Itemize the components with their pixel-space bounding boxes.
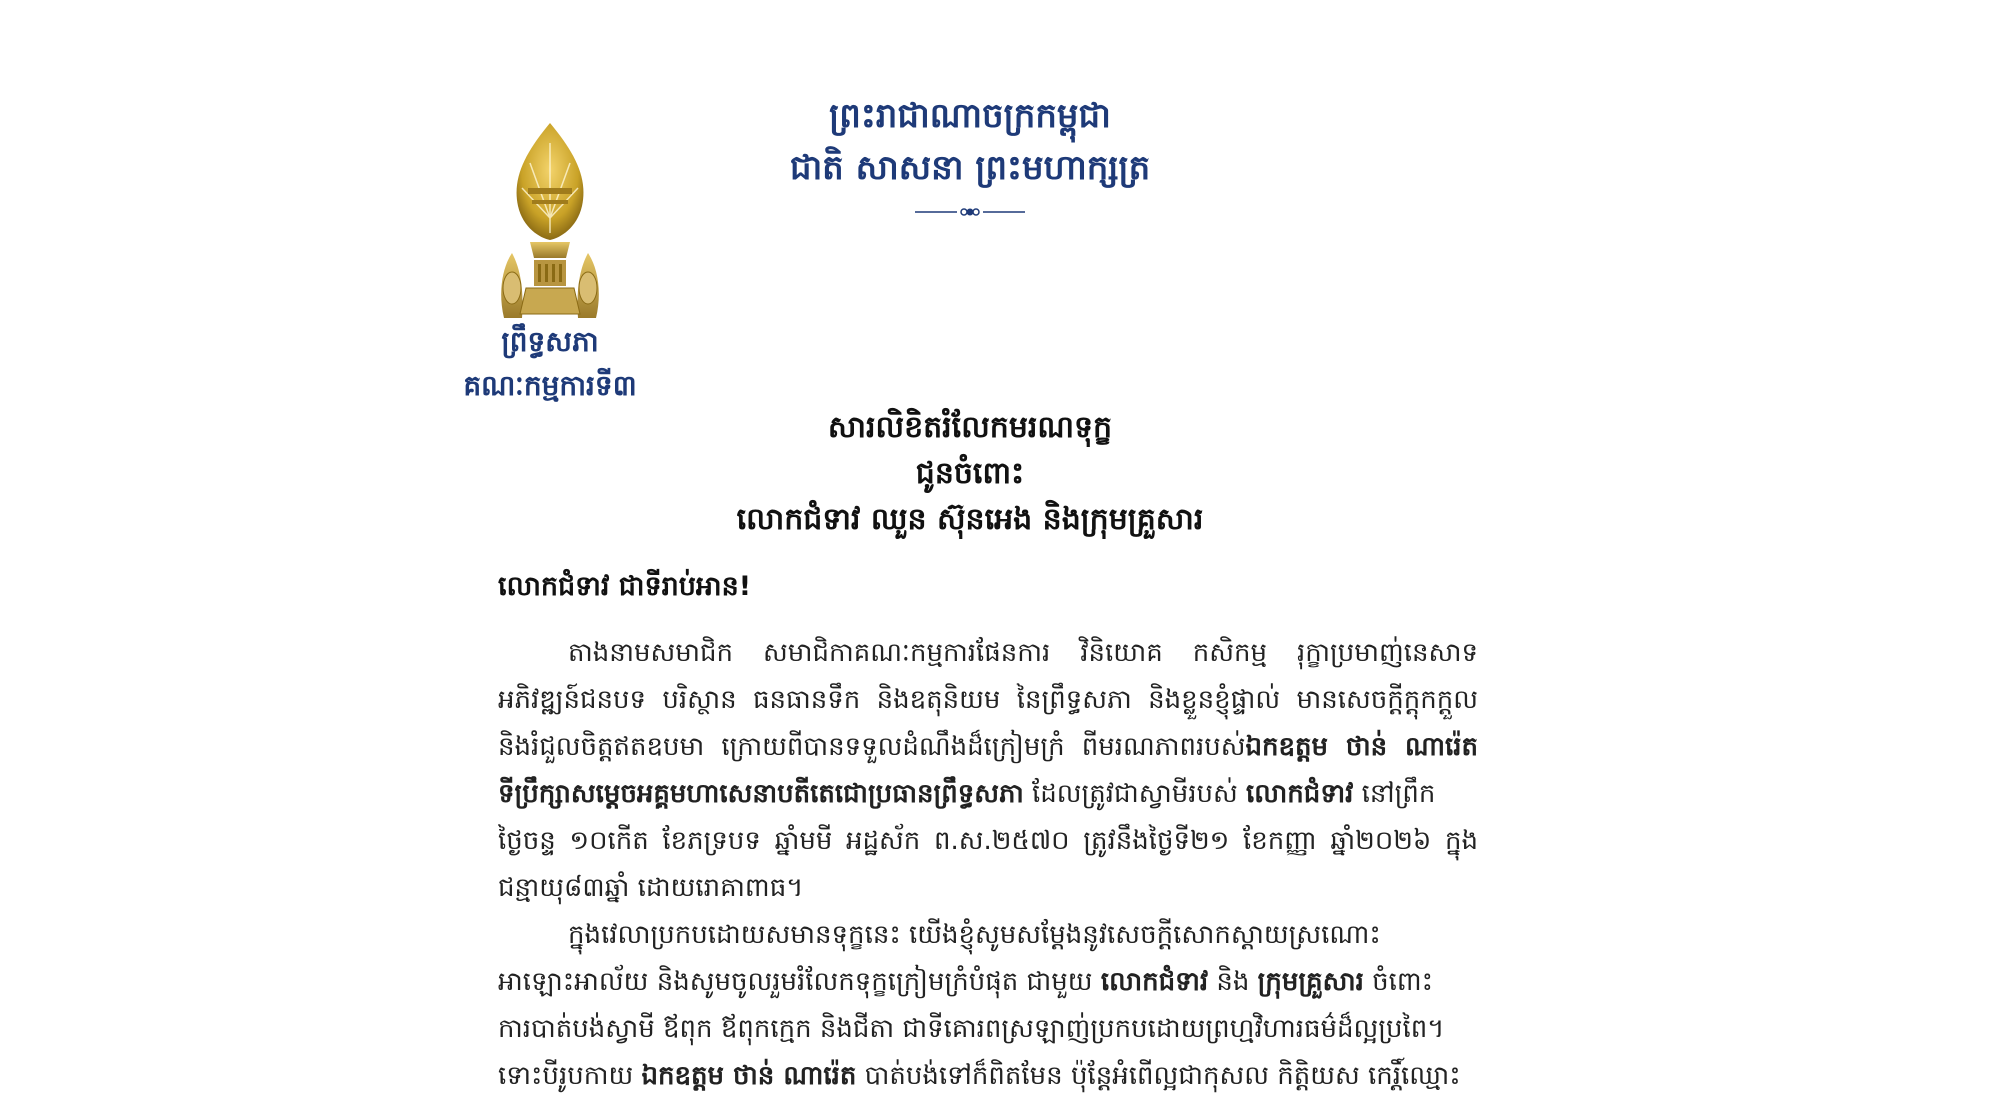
paragraph-2-line-3: ការបាត់បង់ស្វាមី ឪពុក ឪពុកក្មេក និងជីតា ជាទីគោរពស្រឡាញ់ប្រកបដោយព្រហ្មវិហារធម៌ដ៏ល្អប្រពៃ។ — [498, 1014, 1445, 1044]
paragraph-1-line-5: ថ្ងៃចន្ទ ១០កើត ខែភទ្របទ ឆ្នាំមមី អដ្ឋស័ក ព.ស.២៥៧០ ត្រូវនឹងថ្ងៃទី២១ ខែកញ្ញា ឆ្នាំ២០២៦ ក្នុង — [498, 826, 1478, 856]
nation-religion-king: ជាតិ សាសនា ព្រះមហាក្សត្រ — [789, 148, 1151, 188]
letter-body — [498, 630, 1478, 1100]
text-run: បាត់បង់ទៅក៏ពិតមែន ប៉ុន្តែអំពើល្អជាកុសល កិត្តិយស កេរ្តិ៍ឈ្មោះ — [856, 1061, 1461, 1091]
kingdom-name: ព្រះរាជាណាចក្រកម្ពុជា — [829, 96, 1111, 136]
text-run: នៅព្រឹក — [1353, 779, 1436, 809]
text-run: ដែលត្រូវជាស្វាមីរបស់ — [1023, 779, 1247, 809]
paragraph-2-line-4 — [498, 1053, 1478, 1100]
title-condolence: សារលិខិតរំលែកមរណទុក្ខ — [827, 410, 1113, 445]
name-excellency: ឯកឧត្តម ថាន់ ណារ៉េត — [1245, 732, 1478, 762]
title-addressed-to: ជូនចំពោះ — [915, 456, 1025, 491]
text-run: និងរំជួលចិត្តឥតឧបមា ក្រោយពីបានទទួលដំណឹងដ៏ក្រៀមក្រំ ពីមរណភាពរបស់ — [498, 732, 1246, 762]
ornament-divider-icon — [915, 202, 1025, 222]
family-label: ក្រុមគ្រួសារ — [1257, 967, 1364, 997]
paragraph-2-line-2 — [498, 959, 1478, 1006]
senate-committee-label — [420, 320, 680, 408]
title-recipient: លោកជំទាវ ឈួន ស៊ុនអេង និងក្រុមគ្រួសារ — [736, 502, 1204, 537]
text-run: អាឡោះអាល័យ និងសូមចូលរួមរំលែកទុក្ខក្រៀមក្រំបំផុត ជាមួយ — [498, 967, 1101, 997]
text-run: ទោះបីរូបកាយ — [498, 1061, 642, 1091]
committee-name: គណៈកម្មការទី៣ — [463, 369, 637, 402]
paragraph-1-line-3 — [498, 724, 1478, 771]
lady-title: លោកជំទាវ — [1100, 967, 1209, 997]
senate-name: ព្រឹទ្ធសភា — [501, 325, 599, 358]
salutation: លោកជំទាវ ជាទីរាប់អាន! — [498, 571, 752, 602]
senate-emblem-icon — [490, 118, 610, 318]
paragraph-1-line-2: អភិវឌ្ឍន៍ជនបទ បរិស្ថាន ធនធានទឹក និងឧតុនិយម នៃព្រឹទ្ធសភា និងខ្លួនខ្ញុំផ្ទាល់ មានសេចក្តីក្តុកក្តួល — [498, 685, 1478, 715]
text-run: ចំពោះ — [1363, 967, 1434, 997]
text-run: និង — [1208, 967, 1258, 997]
national-motto — [700, 90, 1240, 222]
paragraph-1-line-1: តាងនាមសមាជិក សមាជិកាគណៈកម្មការផែនការ វិនិយោគ កសិកម្ម រុក្ខាប្រមាញ់នេសាទ — [568, 638, 1478, 668]
paragraph-2-line-1: ក្នុងវេលាប្រកបដោយសមានទុក្ខនេះ យើងខ្ញុំសូមសម្តែងនូវសេចក្តីសោកស្តាយស្រណោះ — [568, 920, 1381, 950]
name-excellency: ឯកឧត្តម ថាន់ ណារ៉េត — [641, 1061, 857, 1091]
advisor-title: ទីប្រឹក្សាសម្តេចអគ្គមហាសេនាបតីតេជោប្រធានព្រឹទ្ធសភា — [498, 779, 1024, 809]
paragraph-1-line-4 — [498, 771, 1478, 818]
letter-title — [620, 405, 1320, 543]
paragraph-1-line-6: ជន្មាយុ៨៣ឆ្នាំ ដោយរោគាពាធ។ — [498, 873, 804, 903]
lady-title: លោកជំទាវ — [1246, 779, 1354, 809]
